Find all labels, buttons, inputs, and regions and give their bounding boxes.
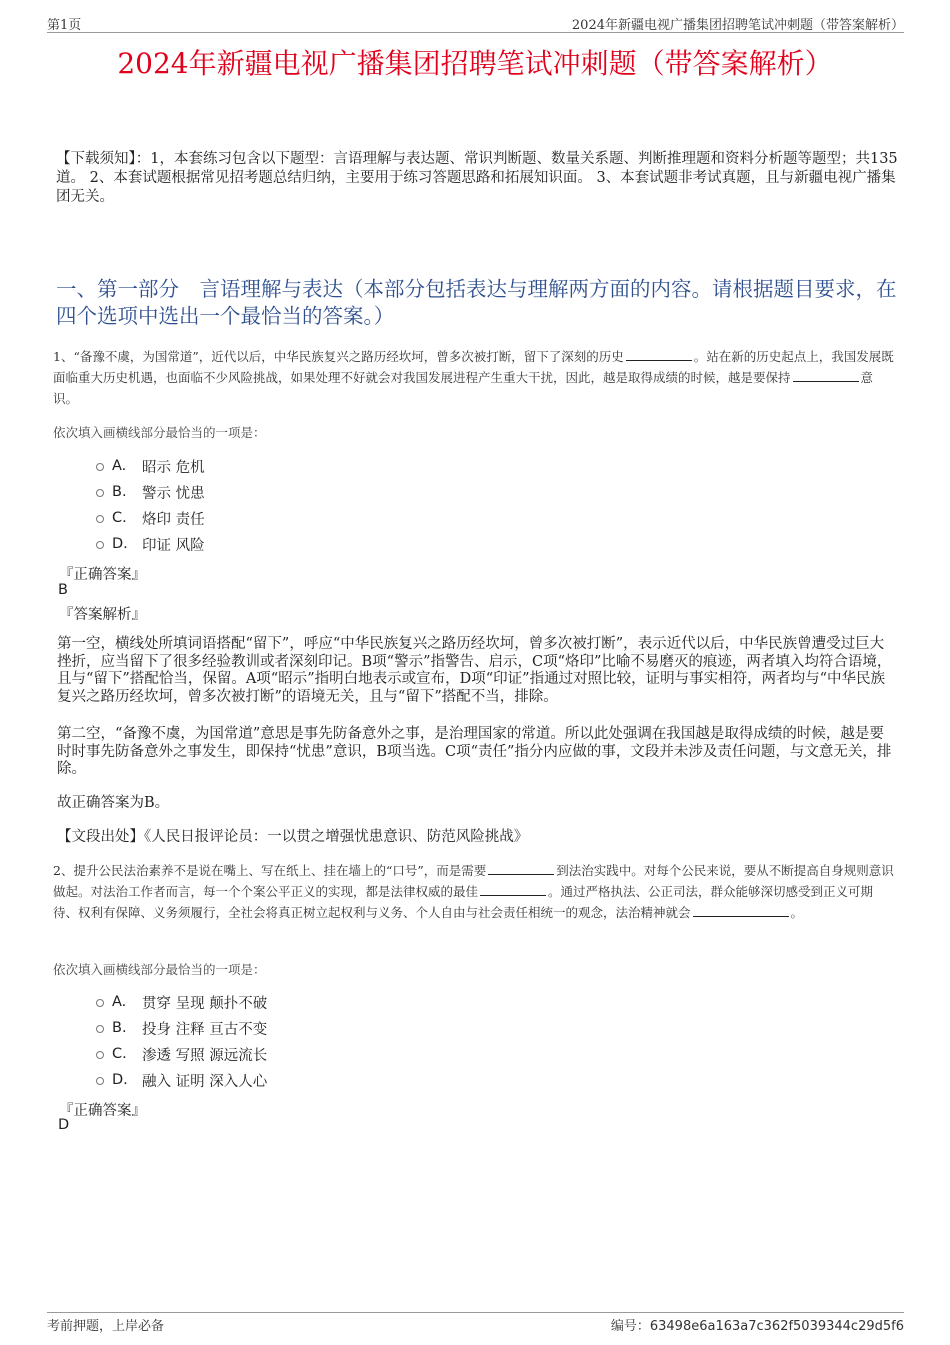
analysis-conclusion: 故正确答案为B。: [57, 795, 170, 811]
question-2-text-a: 2、提升公民法治素养不是说在嘴上、写在纸上、挂在墙上的“口号”，而是需要: [53, 863, 487, 878]
page-number: 第1页: [47, 18, 82, 33]
radio-icon[interactable]: [96, 463, 104, 471]
footer-code: 编号：63498e6a163a7c362f5039344c29d5f6: [610, 1319, 904, 1334]
question-2-text-b: 到法治实践中。对每个公民来说，要从不断提高自身规则意识做起。对法治工作者而言，每一个个案公平正义的实现，都是法律权威的最佳: [53, 863, 894, 899]
radio-icon[interactable]: [96, 999, 104, 1007]
option-c[interactable]: C. 渗透 写照 源远流长: [96, 1041, 267, 1067]
question-2-stem: [53, 860, 898, 923]
answer-blank: [626, 348, 692, 361]
radio-icon[interactable]: [96, 515, 104, 523]
radio-icon[interactable]: [96, 489, 104, 497]
question-1-options: [96, 453, 205, 557]
question-1-text-c: 意识。: [53, 370, 874, 406]
document-title: 2024年新疆电视广播集团招聘笔试冲刺题（带答案解析）: [117, 47, 833, 80]
page-header: [47, 12, 904, 33]
download-notice: 【下载须知】：1，本套练习包含以下题型：言语理解与表达题、常识判断题、数量关系题、判断推理题和资料分析题等题型；共135道。 2、本套试题根据常见招考题总结归纳，主要用于练习答题思路和拓展知识面。 3、本套试题非考试真题，且与新疆电视广播集团无关。: [56, 151, 898, 205]
question-1-stem: [53, 346, 898, 409]
question-2-prompt: 依次填入画横线部分最恰当的一项是：: [53, 962, 266, 977]
radio-icon[interactable]: [96, 1025, 104, 1033]
header-doc-title: 2024年新疆电视广播集团招聘笔试冲刺题（带答案解析）: [571, 18, 904, 33]
question-1-text-b: 。站在新的历史起点上，我国发展既面临重大历史机遇，也面临不少风险挑战，如果处理不好就会对我国发展进程产生重大干扰，因此，越是取得成绩的时候，越是要保持: [53, 349, 894, 385]
section-heading: 一、第一部分 言语理解与表达（本部分包括表达与理解两方面的内容。请根据题目要求，在四个选项中选出一个最恰当的答案。）: [56, 277, 897, 328]
answer-blank: [480, 883, 546, 896]
analysis-label: 『答案解析』: [59, 607, 146, 623]
question-1-text-a: 1、“备豫不虞，为国常道”，近代以后，中华民族复兴之路历经坎坷，曾多次被打断，留下了深刻的历史: [53, 349, 624, 364]
analysis-paragraph-2: 第二空，“备豫不虞，为国常道”意思是事先防备意外之事，是治理国家的常道。所以此处强调在我国越是取得成绩的时候，越是要时时事先防备意外之事发生，即保持“忧患”意识，B项当选。C项“责任”指分内应做的事，文段并未涉及责任问题，与文意无关，排除。: [57, 726, 892, 777]
option-a[interactable]: A. 贯穿 呈现 颠扑不破: [96, 989, 267, 1015]
answer-blank: [488, 862, 554, 875]
question-2-options: [96, 989, 267, 1093]
option-a[interactable]: A. 昭示 危机: [96, 453, 205, 479]
radio-icon[interactable]: [96, 541, 104, 549]
correct-answer: D: [58, 1117, 70, 1133]
footer-slogan: 考前押题，上岸必备: [47, 1319, 165, 1334]
answer-blank: [793, 369, 859, 382]
page-footer: [47, 1312, 904, 1334]
option-c[interactable]: C. 烙印 责任: [96, 505, 205, 531]
question-2-text-d: 。: [790, 905, 804, 920]
answer-blank: [693, 904, 789, 917]
analysis-paragraph-1: 第一空，横线处所填词语搭配“留下”，呼应“中华民族复兴之路历经坎坷，曾多次被打断”，表示近代以后，中华民族曾遭受过巨大挫折，应当留下了很多经验教训或者深刻印记。B项“警示”指警告、启示，C项“烙印”比喻不易磨灭的痕迹，两者填入均符合语境，且与“留下”搭配恰当，保留。A项“昭示”指明白地表示或宣布，D项“印证”指通过对照比较，证明与事实相符，两者均与“中华民族复兴之路历经坎坷，曾多次被打断”的语境无关，且与“留下”搭配不当，排除。: [57, 636, 892, 705]
option-d[interactable]: D. 印证 风险: [96, 531, 205, 557]
option-b[interactable]: B. 投身 注释 亘古不变: [96, 1015, 267, 1041]
radio-icon[interactable]: [96, 1051, 104, 1059]
correct-answer: B: [58, 582, 68, 598]
correct-answer-label: 『正确答案』: [59, 1103, 146, 1119]
correct-answer-label: 『正确答案』: [59, 567, 146, 583]
option-d[interactable]: D. 融入 证明 深入人心: [96, 1067, 267, 1093]
source-citation: 【文段出处】《人民日报评论员：一以贯之增强忧患意识、防范风险挑战》: [57, 829, 529, 845]
question-1-prompt: 依次填入画横线部分最恰当的一项是：: [53, 425, 266, 440]
question-2-text-c: 。通过严格执法、公正司法，群众能够深切感受到正义可期待、权利有保障、义务须履行，全社会将真正树立起权利与义务、个人自由与社会责任相统一的观念，法治精神就会: [53, 884, 874, 920]
option-b[interactable]: B. 警示 忧患: [96, 479, 205, 505]
radio-icon[interactable]: [96, 1077, 104, 1085]
